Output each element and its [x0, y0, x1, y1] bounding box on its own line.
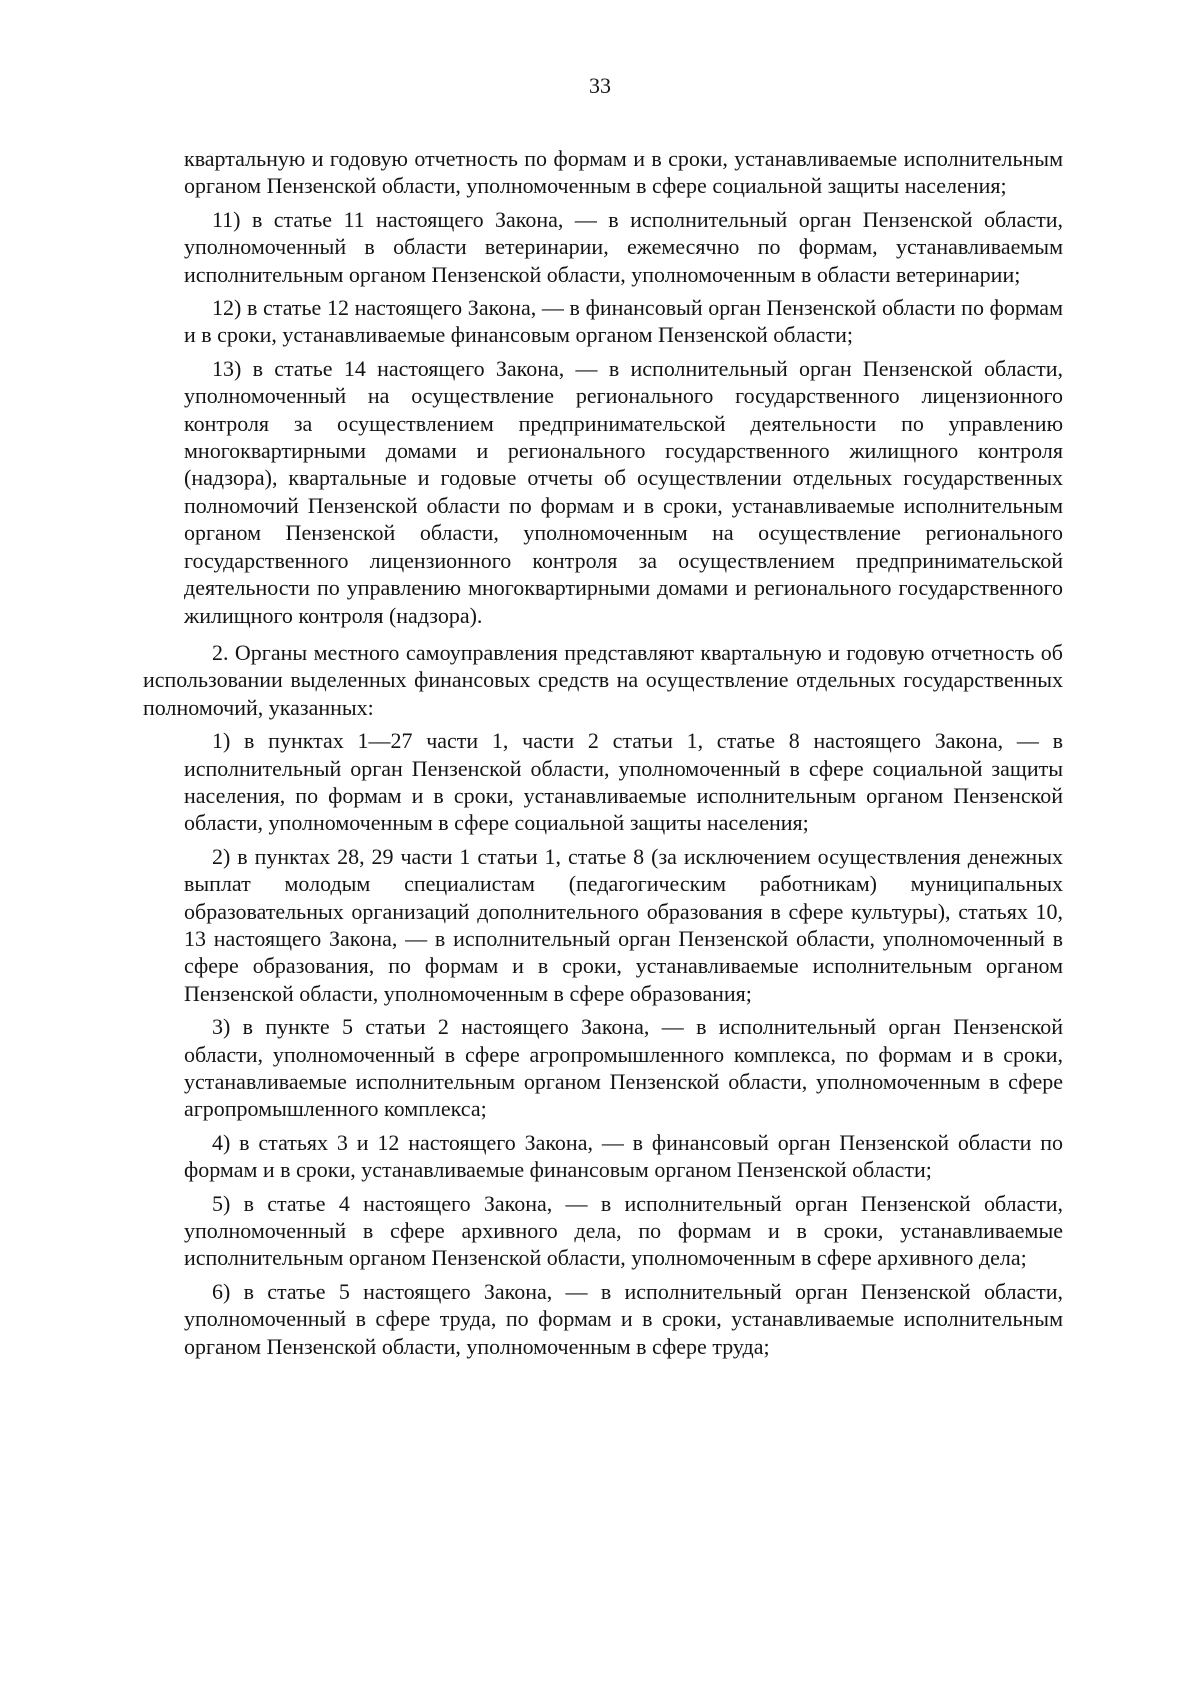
- document-body: [143, 145, 1063, 1366]
- paragraph-item-11: 11) в статье 11 настоящего Закона, — в исполнительный орган Пензенской области, уполномоченный в области ветеринарии, ежемесячно по формам, устанавливаемым исполнительным органом Пензенской области, уполномоченным в области ветеринарии;: [184, 206, 1063, 287]
- paragraph-item-13: 13) в статье 14 настоящего Закона, — в исполнительный орган Пензенской области, уполномоченный на осуществление регионального государственного лицензионного контроля за осуществлением предпринимательской деятельности по управлению многоквартирными домами и регионального государственного жилищного контроля (надзора), квартальные и годовые отчеты об осуществлении отдельных государственных полномочий Пензенской области по формам и в сроки, устанавливаемые исполнительным органом Пензенской области, уполномоченным на осуществление регионального государственного лицензионного контроля за осуществлением предпринимательской деятельности по управлению многоквартирными домами и регионального государственного жилищного контроля (надзора).: [184, 355, 1063, 628]
- page-number: 33: [589, 73, 611, 98]
- paragraph-item-1: 1) в пунктах 1—27 части 1, части 2 статьи 1, статье 8 настоящего Закона, — в исполнительный орган Пензенской области, уполномоченный в сфере социальной защиты населения, по формам и в сроки, устанавливаемые исполнительным органом Пензенской области, уполномоченным в сфере социальной защиты населения;: [184, 728, 1063, 836]
- paragraph-item-12: 12) в статье 12 настоящего Закона, — в финансовый орган Пензенской области по формам и в сроки, устанавливаемые финансовым органом Пензенской области;: [184, 295, 1063, 348]
- paragraph-continuation: квартальную и годовую отчетность по формам и в сроки, устанавливаемые исполнительным органом Пензенской области, уполномоченным в сфере социальной защиты населения;: [184, 146, 1063, 199]
- paragraph-item-3: 3) в пункте 5 статьи 2 настоящего Закона, — в исполнительный орган Пензенской области, уполномоченный в сфере агропромышленного комплекса, по формам и в сроки, устанавливаемые исполнительным органом Пензенской области, уполномоченным в сфере агропромышленного комплекса;: [184, 1014, 1063, 1122]
- paragraph-item-5: 5) в статье 4 настоящего Закона, — в исполнительный орган Пензенской области, уполномоченный в сфере архивного дела, по формам и в сроки, устанавливаемые исполнительным органом Пензенской области, уполномоченным в сфере архивного дела;: [184, 1190, 1063, 1271]
- paragraph-item-4: 4) в статьях 3 и 12 настоящего Закона, — в финансовый орган Пензенской области по формам и в сроки, устанавливаемые финансовым органом Пензенской области;: [184, 1129, 1063, 1183]
- paragraph-item-2: 2) в пунктах 28, 29 части 1 статьи 1, статье 8 (за исключением осуществления денежных выплат молодым специалистам (педагогическим работникам) муниципальных образовательных организаций дополнительного образования в сфере культуры), статьях 10, 13 настоящего Закона, — в исполнительный орган Пензенской области, уполномоченный в сфере образования, по формам и в сроки, устанавливаемые исполнительным органом Пензенской области, уполномоченным в сфере образования;: [184, 843, 1063, 1006]
- paragraph-section-2: 2. Органы местного самоуправления представляют квартальную и годовую отчетность об использовании выделенных финансовых средств на осуществление отдельных государственных полномочий, указанных:: [143, 639, 1063, 720]
- paragraph-item-6: 6) в статье 5 настоящего Закона, — в исполнительный орган Пензенской области, уполномоченный в сфере труда, по формам и в сроки, устанавливаемые исполнительным органом Пензенской области, уполномоченным в сфере труда;: [184, 1278, 1063, 1359]
